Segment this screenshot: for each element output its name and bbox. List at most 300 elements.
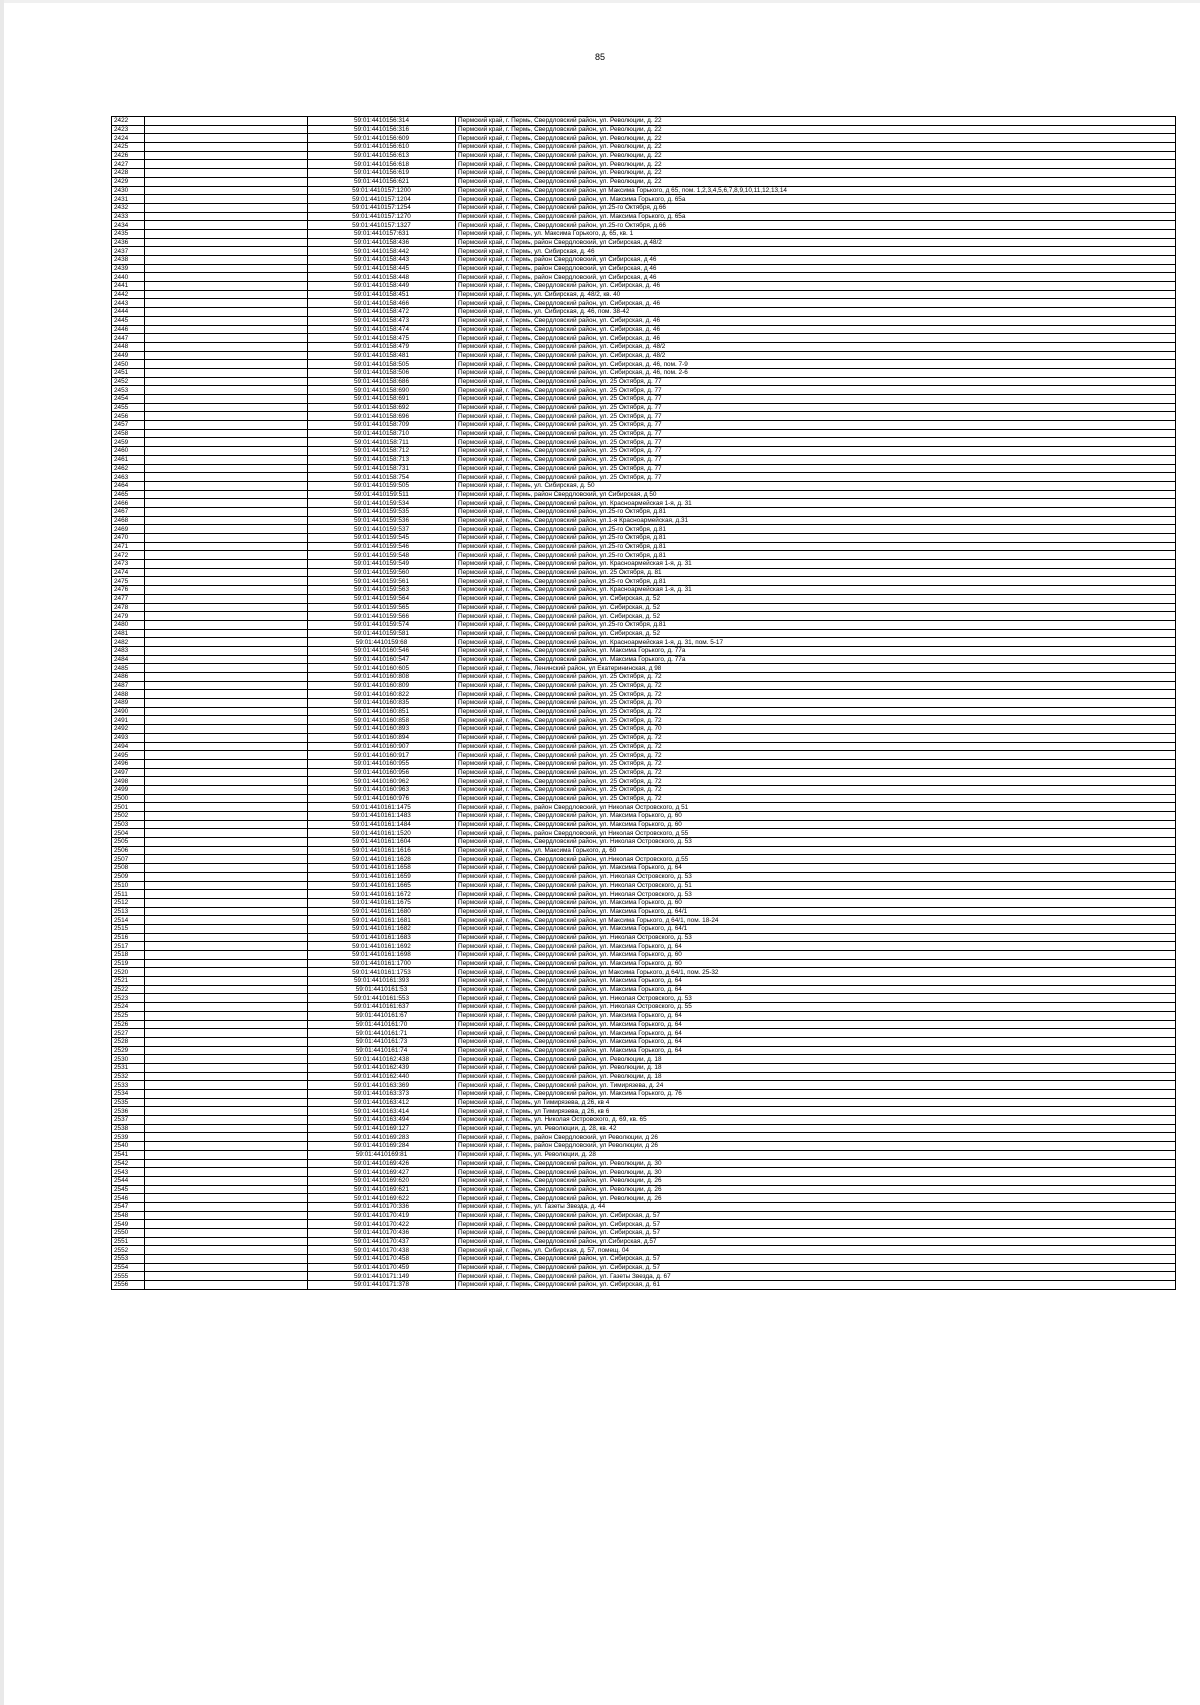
address: Пермский край, г. Пермь, Свердловский район, ул.25-го Октября, д.66 [456, 203, 1176, 212]
blank-cell [145, 1046, 308, 1055]
address: Пермский край, г. Пермь, Свердловский район, ул. 25 Октября, д. 77 [456, 464, 1176, 473]
table-row [112, 1029, 1176, 1038]
address: Пермский край, г. Пермь, Свердловский район, ул.25-го Октября, д.81 [456, 542, 1176, 551]
address: Пермский край, г. Пермь, Свердловский район, ул. Максима Горького, д. 64 [456, 942, 1176, 951]
table-row [112, 977, 1176, 986]
blank-cell [145, 560, 308, 569]
row-number: 2483 [112, 646, 145, 655]
address: Пермский край, г. Пермь, Свердловский район, ул. 25 Октября, д. 70 [456, 699, 1176, 708]
table-row [112, 325, 1176, 334]
cadastral-number: 59:01:4410156:314 [308, 117, 456, 126]
cadastral-number: 59:01:4410158:448 [308, 273, 456, 282]
cadastral-number: 59:01:4410159:581 [308, 629, 456, 638]
table-row [112, 1090, 1176, 1099]
blank-cell [145, 221, 308, 230]
row-number: 2440 [112, 273, 145, 282]
blank-cell [145, 594, 308, 603]
table-row [112, 942, 1176, 951]
address: Пермский край, г. Пермь, ул. Сибирская, д. 46, пом. 38-42 [456, 308, 1176, 317]
blank-cell [145, 473, 308, 482]
address: Пермский край, г. Пермь, Свердловский район, ул. Сибирская, д. 57 [456, 1263, 1176, 1272]
row-number: 2448 [112, 342, 145, 351]
address: Пермский край, г. Пермь, Свердловский район, ул. Сибирская, д. 48/2 [456, 342, 1176, 351]
row-number: 2539 [112, 1133, 145, 1142]
address: Пермский край, г. Пермь, Свердловский район, ул. Николая Островского, д. 53 [456, 994, 1176, 1003]
address: Пермский край, г. Пермь, Свердловский район, ул. Красноармейская 1-я, д. 31, пом. 5-17 [456, 638, 1176, 647]
cadastral-number: 59:01:4410160:893 [308, 725, 456, 734]
table-row [112, 1246, 1176, 1255]
cadastral-number: 59:01:4410161:74 [308, 1046, 456, 1055]
address: Пермский край, г. Пермь, Свердловский район, ул. Максима Горького, д. 60 [456, 951, 1176, 960]
address: Пермский край, г. Пермь, Свердловский район, ул. Революции, д. 22 [456, 151, 1176, 160]
blank-cell [145, 1029, 308, 1038]
cadastral-number: 59:01:4410161:1753 [308, 968, 456, 977]
cadastral-number: 59:01:4410158:473 [308, 316, 456, 325]
row-number: 2535 [112, 1098, 145, 1107]
address: Пермский край, г. Пермь, Свердловский район, ул. 25 Октября, д. 77 [456, 412, 1176, 421]
row-number: 2523 [112, 994, 145, 1003]
table-row [112, 368, 1176, 377]
row-number: 2555 [112, 1272, 145, 1281]
blank-cell [145, 620, 308, 629]
cadastral-number: 59:01:4410160:962 [308, 777, 456, 786]
blank-cell [145, 134, 308, 143]
cadastral-number: 59:01:4410161:1616 [308, 846, 456, 855]
cadastral-number: 59:01:4410158:690 [308, 386, 456, 395]
row-number: 2426 [112, 151, 145, 160]
table-row [112, 803, 1176, 812]
address: Пермский край, г. Пермь, Свердловский район, ул. Красноармейская 1-я, д. 31 [456, 499, 1176, 508]
table-row [112, 429, 1176, 438]
table-row [112, 1237, 1176, 1246]
table-row [112, 1037, 1176, 1046]
table-row [112, 342, 1176, 351]
address: Пермский край, г. Пермь, район Свердловский, ул Революции, д 26 [456, 1142, 1176, 1151]
address: Пермский край, г. Пермь, Свердловский район, ул. Николая Островского, д. 55 [456, 1003, 1176, 1012]
table-row [112, 1003, 1176, 1012]
row-number: 2556 [112, 1281, 145, 1290]
cadastral-number: 59:01:4410156:609 [308, 134, 456, 143]
address: Пермский край, г. Пермь, Свердловский район, ул. Революции, д. 22 [456, 160, 1176, 169]
cadastral-number: 59:01:4410159:535 [308, 507, 456, 516]
table-row [112, 881, 1176, 890]
blank-cell [145, 1272, 308, 1281]
row-number: 2487 [112, 681, 145, 690]
blank-cell [145, 160, 308, 169]
table-row [112, 117, 1176, 126]
cadastral-number: 59:01:4410170:336 [308, 1202, 456, 1211]
row-number: 2498 [112, 777, 145, 786]
row-number: 2452 [112, 377, 145, 386]
address: Пермский край, г. Пермь, Свердловский район, ул. Революции, д. 26 [456, 1185, 1176, 1194]
cadastral-number: 59:01:4410157:1270 [308, 212, 456, 221]
cadastral-number: 59:01:4410158:451 [308, 290, 456, 299]
row-number: 2450 [112, 360, 145, 369]
table-row [112, 864, 1176, 873]
cadastral-number: 59:01:4410158:479 [308, 342, 456, 351]
table-row [112, 655, 1176, 664]
row-number: 2434 [112, 221, 145, 230]
row-number: 2525 [112, 1011, 145, 1020]
cadastral-number: 59:01:4410158:731 [308, 464, 456, 473]
cadastral-number: 59:01:4410157:1200 [308, 186, 456, 195]
address: Пермский край, г. Пермь, Свердловский район, ул. 25 Октября, д. 72 [456, 742, 1176, 751]
blank-cell [145, 325, 308, 334]
blank-cell [145, 403, 308, 412]
blank-cell [145, 1107, 308, 1116]
blank-cell [145, 464, 308, 473]
table-row [112, 742, 1176, 751]
row-number: 2548 [112, 1211, 145, 1220]
row-number: 2457 [112, 421, 145, 430]
table-row [112, 646, 1176, 655]
blank-cell [145, 1072, 308, 1081]
cadastral-number: 59:01:4410161:1475 [308, 803, 456, 812]
table-row [112, 186, 1176, 195]
address: Пермский край, г. Пермь, Свердловский район, ул. Сибирская, д. 61 [456, 1281, 1176, 1290]
row-number: 2542 [112, 1159, 145, 1168]
cadastral-number: 59:01:4410161:1628 [308, 855, 456, 864]
row-number: 2529 [112, 1046, 145, 1055]
table-row [112, 1220, 1176, 1229]
table-row [112, 395, 1176, 404]
table-row [112, 447, 1176, 456]
row-number: 2489 [112, 699, 145, 708]
blank-cell [145, 725, 308, 734]
address: Пермский край, г. Пермь, Свердловский район, ул. Революции, д. 22 [456, 125, 1176, 134]
row-number: 2428 [112, 169, 145, 178]
cadastral-number: 59:01:4410160:976 [308, 794, 456, 803]
table-row [112, 473, 1176, 482]
blank-cell [145, 1194, 308, 1203]
cadastral-number: 59:01:4410158:472 [308, 308, 456, 317]
address: Пермский край, г. Пермь, Свердловский район, ул. 25 Октября, д. 77 [456, 455, 1176, 464]
table-row [112, 160, 1176, 169]
address: Пермский край, г. Пермь, Свердловский район, ул. Революции, д. 18 [456, 1063, 1176, 1072]
cadastral-number: 59:01:4410159:511 [308, 490, 456, 499]
table-row [112, 151, 1176, 160]
row-number: 2517 [112, 942, 145, 951]
table-row [112, 256, 1176, 265]
row-number: 2503 [112, 820, 145, 829]
blank-cell [145, 655, 308, 664]
row-number: 2549 [112, 1220, 145, 1229]
table-row [112, 507, 1176, 516]
address: Пермский край, г. Пермь, Свердловский район, ул. 25 Октября, д. 72 [456, 733, 1176, 742]
row-number: 2497 [112, 768, 145, 777]
row-number: 2550 [112, 1229, 145, 1238]
address: Пермский край, г. Пермь, Свердловский район, ул. Максима Горького, д. 60 [456, 812, 1176, 821]
cadastral-number: 59:01:4410158:712 [308, 447, 456, 456]
table-row [112, 1229, 1176, 1238]
row-number: 2464 [112, 481, 145, 490]
cadastral-number: 59:01:4410163:414 [308, 1107, 456, 1116]
row-number: 2508 [112, 864, 145, 873]
cadastral-number: 59:01:4410159:564 [308, 594, 456, 603]
blank-cell [145, 872, 308, 881]
table-row [112, 1133, 1176, 1142]
cadastral-number: 59:01:4410158:710 [308, 429, 456, 438]
row-number: 2469 [112, 525, 145, 534]
row-number: 2456 [112, 412, 145, 421]
table-row [112, 360, 1176, 369]
row-number: 2435 [112, 229, 145, 238]
address: Пермский край, г. Пермь, ул. Сибирская, д. 57, помещ. 04 [456, 1246, 1176, 1255]
cadastral-number: 59:01:4410170:438 [308, 1246, 456, 1255]
cadastral-number: 59:01:4410169:620 [308, 1176, 456, 1185]
row-number: 2459 [112, 438, 145, 447]
row-number: 2476 [112, 586, 145, 595]
blank-cell [145, 742, 308, 751]
blank-cell [145, 334, 308, 343]
cadastral-number: 59:01:4410158:506 [308, 368, 456, 377]
row-number: 2526 [112, 1020, 145, 1029]
blank-cell [145, 125, 308, 134]
blank-cell [145, 1202, 308, 1211]
address: Пермский край, г. Пермь, Свердловский район, ул. 25 Октября, д. 72 [456, 673, 1176, 682]
table-row [112, 525, 1176, 534]
row-number: 2474 [112, 568, 145, 577]
table-row [112, 1255, 1176, 1264]
table-row [112, 794, 1176, 803]
row-number: 2444 [112, 308, 145, 317]
cadastral-number: 59:01:4410170:419 [308, 1211, 456, 1220]
blank-cell [145, 855, 308, 864]
table-row [112, 334, 1176, 343]
row-number: 2501 [112, 803, 145, 812]
table-row [112, 412, 1176, 421]
blank-cell [145, 1185, 308, 1194]
cadastral-number: 59:01:4410169:426 [308, 1159, 456, 1168]
address: Пермский край, г. Пермь, Свердловский район, ул. Революции, д. 22 [456, 117, 1176, 126]
row-number: 2439 [112, 264, 145, 273]
address: Пермский край, г. Пермь, Свердловский район, ул. Максима Горького, д. 77а [456, 655, 1176, 664]
cadastral-number: 59:01:4410169:427 [308, 1168, 456, 1177]
blank-cell [145, 586, 308, 595]
table-row [112, 282, 1176, 291]
table-row [112, 733, 1176, 742]
cadastral-number: 59:01:4410169:621 [308, 1185, 456, 1194]
address: Пермский край, г. Пермь, Свердловский район, ул Максима Горького, д 64/1, пом. 25-32 [456, 968, 1176, 977]
blank-cell [145, 733, 308, 742]
blank-cell [145, 151, 308, 160]
address: Пермский край, г. Пермь, Свердловский район, ул. Сибирская, д. 57 [456, 1255, 1176, 1264]
row-number: 2433 [112, 212, 145, 221]
row-number: 2477 [112, 594, 145, 603]
row-number: 2506 [112, 846, 145, 855]
cadastral-number: 59:01:4410158:481 [308, 351, 456, 360]
blank-cell [145, 1116, 308, 1125]
blank-cell [145, 490, 308, 499]
blank-cell [145, 412, 308, 421]
cadastral-number: 59:01:4410158:711 [308, 438, 456, 447]
cadastral-number: 59:01:4410160:809 [308, 681, 456, 690]
blank-cell [145, 117, 308, 126]
address: Пермский край, г. Пермь, Свердловский район, ул. Революции, д. 26 [456, 1194, 1176, 1203]
blank-cell [145, 534, 308, 543]
row-number: 2509 [112, 872, 145, 881]
blank-cell [145, 447, 308, 456]
table-row [112, 586, 1176, 595]
address: Пермский край, г. Пермь, Свердловский район, ул. Николая Островского, д. 53 [456, 872, 1176, 881]
address: Пермский край, г. Пермь, Свердловский район, ул.25-го Октября, д.81 [456, 534, 1176, 543]
cadastral-number: 59:01:4410160:851 [308, 707, 456, 716]
cadastral-number: 59:01:4410161:1681 [308, 916, 456, 925]
blank-cell [145, 386, 308, 395]
cadastral-number: 59:01:4410158:436 [308, 238, 456, 247]
cadastral-number: 59:01:4410170:422 [308, 1220, 456, 1229]
blank-cell [145, 542, 308, 551]
row-number: 2479 [112, 612, 145, 621]
cadastral-number: 59:01:4410156:613 [308, 151, 456, 160]
row-number: 2532 [112, 1072, 145, 1081]
cadastral-number: 59:01:4410157:1327 [308, 221, 456, 230]
cadastral-number: 59:01:4410162:438 [308, 1055, 456, 1064]
cadastral-number: 59:01:4410161:637 [308, 1003, 456, 1012]
row-number: 2461 [112, 455, 145, 464]
address: Пермский край, г. Пермь, Свердловский район, ул. Сибирская, д. 52 [456, 612, 1176, 621]
page-number: 85 [594, 52, 605, 62]
table-row [112, 838, 1176, 847]
cadastral-number: 59:01:4410161:1659 [308, 872, 456, 881]
blank-cell [145, 898, 308, 907]
address: Пермский край, г. Пермь, Свердловский район, ул. Максима Горького, д. 64 [456, 985, 1176, 994]
table-row [112, 1211, 1176, 1220]
cadastral-number: 59:01:4410162:440 [308, 1072, 456, 1081]
row-number: 2441 [112, 282, 145, 291]
blank-cell [145, 455, 308, 464]
address: Пермский край, г. Пермь, Свердловский район, ул. Максима Горького, д. 64 [456, 977, 1176, 986]
blank-cell [145, 1246, 308, 1255]
address: Пермский край, г. Пермь, Свердловский район, ул.25-го Октября, д.81 [456, 551, 1176, 560]
address: Пермский край, г. Пермь, Свердловский район, ул. Красноармейская 1-я, д. 31 [456, 586, 1176, 595]
table-row [112, 273, 1176, 282]
address: Пермский край, г. Пермь, Свердловский район, ул. 25 Октября, д. 77 [456, 403, 1176, 412]
table-row [112, 751, 1176, 760]
row-number: 2552 [112, 1246, 145, 1255]
blank-cell [145, 1237, 308, 1246]
table-row [112, 690, 1176, 699]
address: Пермский край, г. Пермь, Свердловский район, ул. Николая Островского, д. 53 [456, 838, 1176, 847]
blank-cell [145, 1133, 308, 1142]
address: Пермский край, г. Пермь, Свердловский район, ул. Николая Островского, д. 51 [456, 881, 1176, 890]
cadastral-number: 59:01:4410161:73 [308, 1037, 456, 1046]
row-number: 2427 [112, 160, 145, 169]
table-row [112, 290, 1176, 299]
blank-cell [145, 351, 308, 360]
blank-cell [145, 577, 308, 586]
address: Пермский край, г. Пермь, Свердловский район, ул. 25 Октября, д. 77 [456, 473, 1176, 482]
table-row [112, 1055, 1176, 1064]
cadastral-number: 59:01:4410161:1672 [308, 890, 456, 899]
table-row [112, 169, 1176, 178]
table-row [112, 916, 1176, 925]
blank-cell [145, 525, 308, 534]
table-row [112, 1263, 1176, 1272]
table-row [112, 846, 1176, 855]
row-number: 2490 [112, 707, 145, 716]
cadastral-number: 59:01:4410161:67 [308, 1011, 456, 1020]
table-row [112, 203, 1176, 212]
table-row [112, 1072, 1176, 1081]
address: Пермский край, г. Пермь, Свердловский район, ул.25-го Октября, д.66 [456, 221, 1176, 230]
cadastral-number: 59:01:4410171:149 [308, 1272, 456, 1281]
blank-cell [145, 612, 308, 621]
address: Пермский край, г. Пермь, Свердловский район, ул. 25 Октября, д. 72 [456, 681, 1176, 690]
address: Пермский край, г. Пермь, Свердловский район, ул. 25 Октября, д. 72 [456, 690, 1176, 699]
address: Пермский край, г. Пермь, ул Тимирязева, д 26, кв 4 [456, 1098, 1176, 1107]
cadastral-number: 59:01:4410160:955 [308, 759, 456, 768]
cadastral-number: 59:01:4410158:692 [308, 403, 456, 412]
table-row [112, 716, 1176, 725]
address: Пермский край, г. Пермь, Свердловский район, ул. Сибирская, д. 52 [456, 594, 1176, 603]
address: Пермский край, г. Пермь, ул. Сибирская, д. 50 [456, 481, 1176, 490]
blank-cell [145, 1124, 308, 1133]
address: Пермский край, г. Пермь, ул. Сибирская, д. 46 [456, 247, 1176, 256]
blank-cell [145, 1090, 308, 1099]
address: Пермский край, г. Пермь, ул Тимирязева, д 26, кв 6 [456, 1107, 1176, 1116]
blank-cell [145, 794, 308, 803]
row-number: 2471 [112, 542, 145, 551]
blank-cell [145, 264, 308, 273]
row-number: 2460 [112, 447, 145, 456]
row-number: 2430 [112, 186, 145, 195]
table-row [112, 951, 1176, 960]
address: Пермский край, г. Пермь, Свердловский район, ул. Сибирская, д. 52 [456, 629, 1176, 638]
row-number: 2516 [112, 933, 145, 942]
blank-cell [145, 1220, 308, 1229]
blank-cell [145, 977, 308, 986]
cadastral-number: 59:01:4410159:561 [308, 577, 456, 586]
table-row [112, 212, 1176, 221]
address: Пермский край, г. Пермь, Свердловский район, ул. Максима Горького, д. 64 [456, 1037, 1176, 1046]
cadastral-number: 59:01:4410161:1675 [308, 898, 456, 907]
table-row [112, 125, 1176, 134]
blank-cell [145, 1003, 308, 1012]
blank-cell [145, 942, 308, 951]
table-row [112, 1202, 1176, 1211]
table-row [112, 664, 1176, 673]
blank-cell [145, 1211, 308, 1220]
table-row [112, 534, 1176, 543]
blank-cell [145, 247, 308, 256]
blank-cell [145, 768, 308, 777]
blank-cell [145, 342, 308, 351]
cadastral-number: 59:01:4410156:619 [308, 169, 456, 178]
address: Пермский край, г. Пермь, Свердловский район, ул. 25 Октября, д. 77 [456, 429, 1176, 438]
row-number: 2541 [112, 1150, 145, 1159]
cadastral-number: 59:01:4410159:546 [308, 542, 456, 551]
address: Пермский край, г. Пермь, Свердловский район, ул. Сибирская, д. 46 [456, 316, 1176, 325]
address: Пермский край, г. Пермь, Свердловский район, ул. 25 Октября, д. 72 [456, 785, 1176, 794]
cadastral-number: 59:01:4410158:443 [308, 256, 456, 265]
register-body [112, 117, 1176, 1290]
blank-cell [145, 690, 308, 699]
address: Пермский край, г. Пермь, Свердловский район, ул.Сибирская, д.57 [456, 1237, 1176, 1246]
row-number: 2513 [112, 907, 145, 916]
address: Пермский край, г. Пермь, Свердловский район, ул. Максима Горького, д. 77а [456, 646, 1176, 655]
blank-cell [145, 186, 308, 195]
table-row [112, 542, 1176, 551]
address: Пермский край, г. Пермь, Свердловский район, ул. Сибирская, д. 46 [456, 334, 1176, 343]
table-row [112, 829, 1176, 838]
table-row [112, 855, 1176, 864]
table-row [112, 386, 1176, 395]
cadastral-number: 59:01:4410160:858 [308, 716, 456, 725]
table-row [112, 577, 1176, 586]
table-row [112, 924, 1176, 933]
address: Пермский край, г. Пермь, Свердловский район, ул. Максима Горького, д. 64 [456, 1020, 1176, 1029]
